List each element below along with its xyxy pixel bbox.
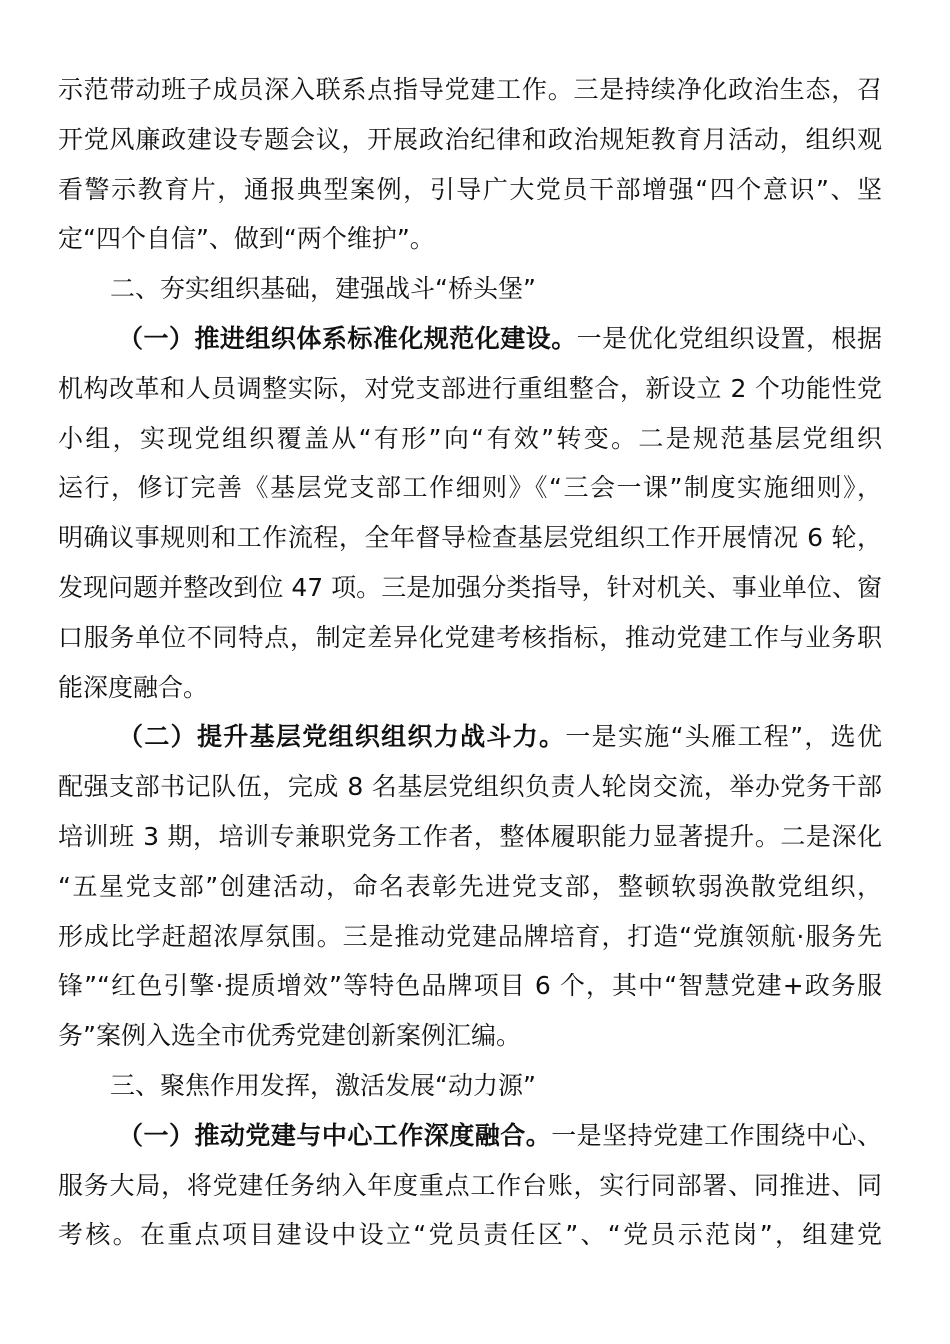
- text-line: 看警示教育片，通报典型案例，引导广大党员干部增强“四个意识”、坚: [58, 174, 882, 204]
- paragraph-first-line: [58, 1111, 882, 1161]
- text-line: 发现问题并整改到位 47 项。三是加强分类指导，针对机关、事业单位、窗: [58, 572, 882, 602]
- text-line: 配强支部书记队伍，完成 8 名基层党组织负责人轮岗交流，举办党务干部: [58, 772, 882, 802]
- text-segment: 一是坚持党建工作围绕中心、: [551, 1120, 882, 1150]
- text-line: 定“四个自信”、做到“两个维护”。: [58, 224, 435, 254]
- text-line: 培训班 3 期，培训专兼职党务工作者，整体履职能力显著提升。二是深化: [58, 821, 882, 851]
- subsection-title: （一）推进组织体系标准化规范化建设。: [118, 323, 577, 353]
- text-line: 能深度融合。: [58, 672, 209, 702]
- document-page: [58, 65, 882, 1260]
- text-segment: 一是实施“头雁工程”，选优: [565, 722, 882, 752]
- text-line: 口服务单位不同特点，制定差异化党建考核指标，推动党建工作与业务职: [58, 622, 882, 652]
- text-segment: 一是优化党组织设置，根据: [576, 323, 882, 353]
- text-line: 务”案例入选全市优秀党建创新案例汇编。: [58, 1021, 521, 1051]
- text-line: 机构改革和人员调整实际，对党支部进行重组整合，新设立 2 个功能性党: [58, 373, 882, 403]
- text-line: 明确议事规则和工作流程，全年督导检查基层党组织工作开展情况 6 轮，: [58, 523, 882, 553]
- paragraph-first-line: [58, 314, 882, 364]
- text-line: 形成比学赶超浓厚氛围。三是推动党建品牌培育，打造“党旗领航·服务先: [58, 921, 882, 951]
- text-line: 服务大局，将党建任务纳入年度重点工作台账，实行同部署、同推进、同: [58, 1170, 882, 1200]
- section-heading-2: 二、夯实组织基础，建强战斗“桥头堡”: [110, 274, 536, 304]
- subsection-title: （一）推动党建与中心工作深度融合。: [118, 1120, 552, 1150]
- text-line: 开党风廉政建设专题会议，开展政治纪律和政治规矩教育月活动，组织观: [58, 124, 882, 154]
- text-line: 运行，修订完善《基层党支部工作细则》《“三会一课”制度实施细则》，: [58, 473, 882, 503]
- text-line: “五星党支部”创建活动，命名表彰先进党支部，整顿软弱涣散党组织，: [58, 871, 882, 901]
- text-line: 锋”“红色引擎·提质增效”等特色品牌项目 6 个，其中“智慧党建+政务服: [58, 971, 882, 1001]
- section-heading-3: 三、聚焦作用发挥，激活发展“动力源”: [110, 1070, 536, 1100]
- text-line: 示范带动班子成员深入联系点指导党建工作。三是持续净化政治生态，召: [58, 75, 882, 104]
- paragraph-first-line: [58, 712, 882, 762]
- subsection-title: （二）提升基层党组织组织力战斗力。: [118, 722, 566, 752]
- text-line: 考核。在重点项目建设中设立“党员责任区”、“党员示范岗”，组建党: [58, 1220, 882, 1250]
- text-line: 小组，实现党组织覆盖从“有形”向“有效”转变。二是规范基层党组织: [58, 423, 882, 453]
